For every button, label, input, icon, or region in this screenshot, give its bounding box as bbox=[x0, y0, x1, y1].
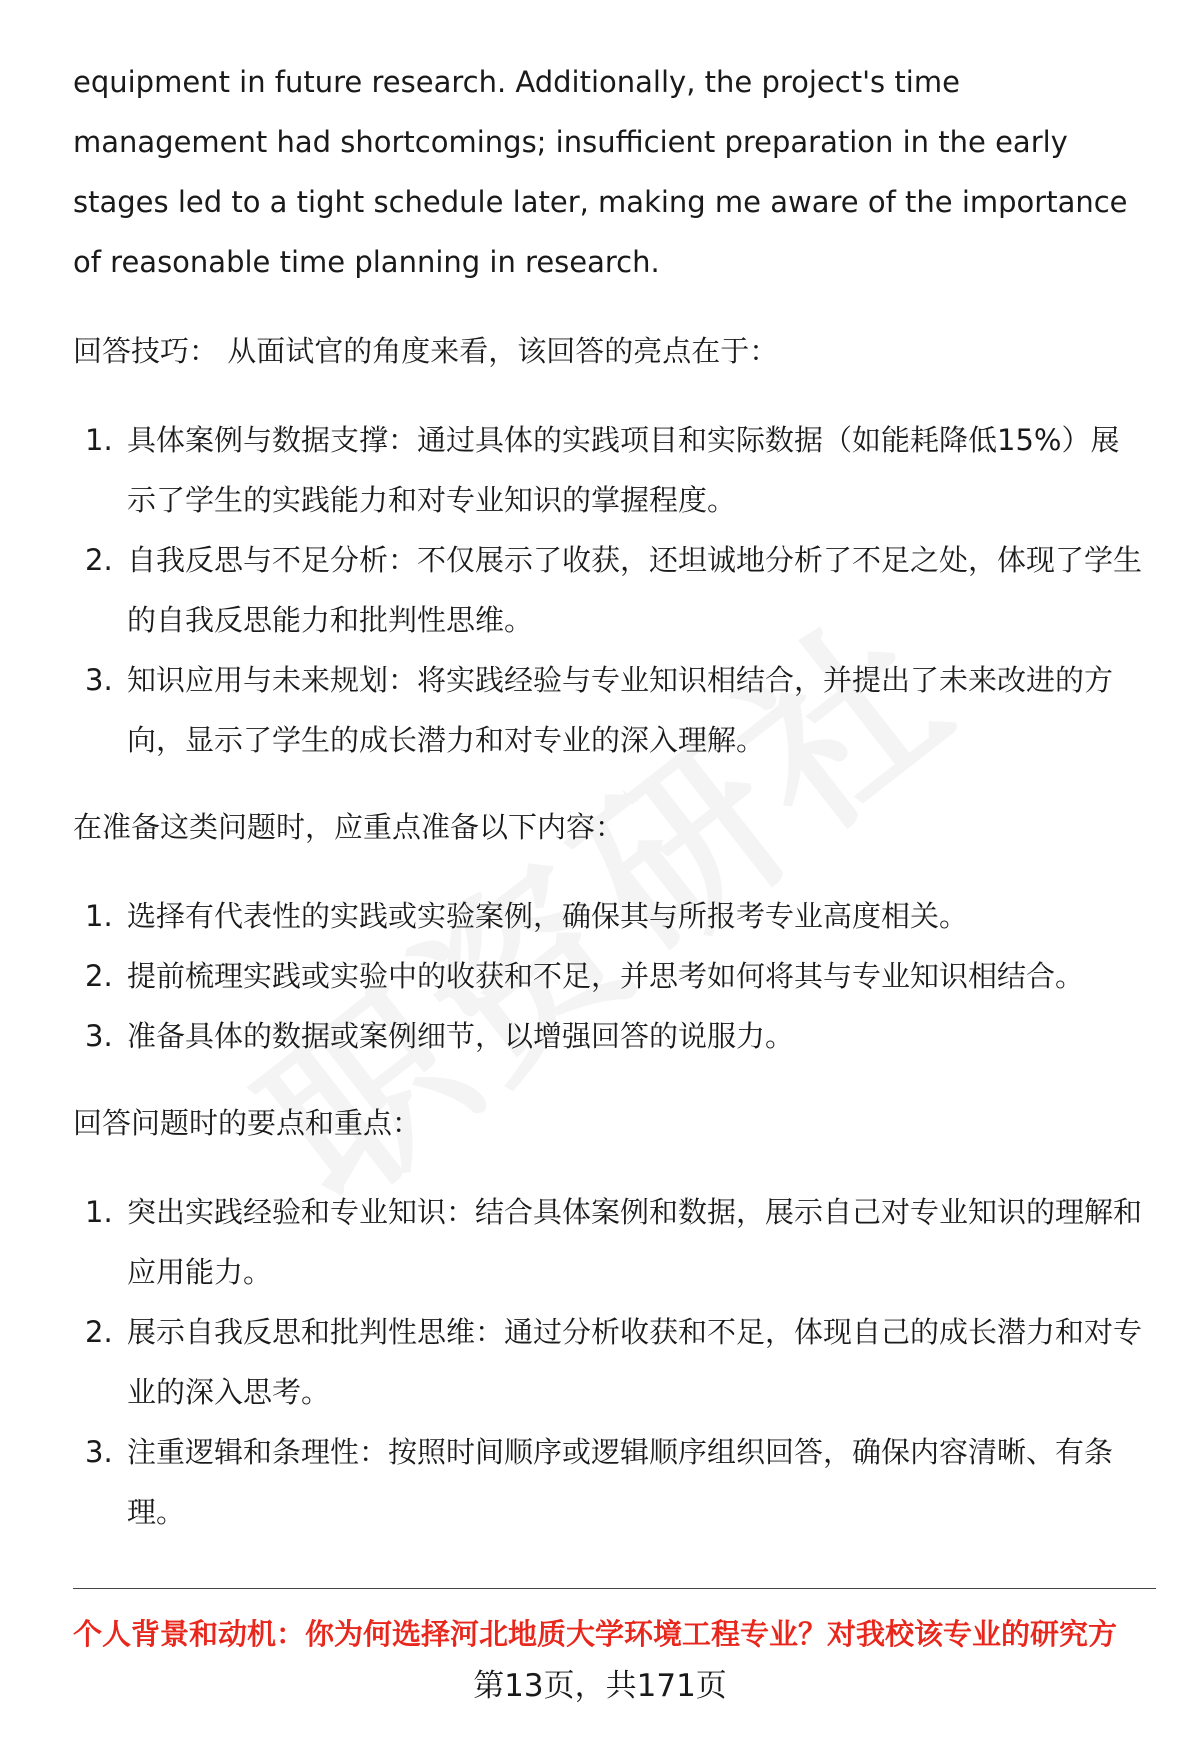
page-number: 第13页，共171页 bbox=[473, 1668, 727, 1704]
prep-list bbox=[73, 886, 1143, 1066]
next-section-title: 个人背景和动机：你为何选择河北地质大学环境工程专业？对我校该专业的研究方 bbox=[73, 1617, 1118, 1651]
page-content bbox=[73, 52, 1143, 1569]
list-item: 2. 自我反思与不足分析：不仅展示了收获，还坦诚地分析了不足之处，体现了学生的自我反思能力和批判性思维。 bbox=[85, 543, 1143, 637]
list-item: 3. 知识应用与未来规划：将实践经验与专业知识相结合，并提出了未来改进的方向，显示了学生的成长潜力和对专业的深入理解。 bbox=[85, 663, 1114, 757]
list-item: 2. 展示自我反思和批判性思维：通过分析收获和不足，体现自己的成长潜力和对专业的深入思考。 bbox=[85, 1315, 1143, 1409]
prep-heading: 在准备这类问题时，应重点准备以下内容： bbox=[73, 810, 625, 844]
list-item: 1. 突出实践经验和专业知识：结合具体案例和数据，展示自己对专业知识的理解和应用能力。 bbox=[85, 1195, 1143, 1289]
tips-heading: 回答技巧： 从面试官的角度来看，该回答的亮点在于： bbox=[73, 334, 779, 368]
tips-list bbox=[73, 410, 1143, 770]
intro-paragraph: equipment in future research. Additionally, the project's time management had shortcomings; insufficient preparation in the early stages led to a tight schedule later, making me aware of the importance of reasonable time planning in research. bbox=[73, 65, 1128, 279]
list-item: 3. 注重逻辑和条理性：按照时间顺序或逻辑顺序组织回答，确保内容清晰、有条理。 bbox=[85, 1435, 1114, 1529]
list-item: 1. 具体案例与数据支撑：通过具体的实践项目和实际数据（如能耗降低15%）展示了学生的实践能力和对专业知识的掌握程度。 bbox=[85, 423, 1120, 517]
section-divider bbox=[73, 1588, 1156, 1589]
list-item: 3. 准备具体的数据或案例细节，以增强回答的说服力。 bbox=[85, 1019, 795, 1053]
list-item: 1. 选择有代表性的实践或实验案例，确保其与所报考专业高度相关。 bbox=[85, 899, 969, 933]
points-list bbox=[73, 1182, 1143, 1542]
list-item: 2. 提前梳理实践或实验中的收获和不足，并思考如何将其与专业知识相结合。 bbox=[85, 959, 1085, 993]
points-heading: 回答问题时的要点和重点： bbox=[73, 1106, 422, 1140]
